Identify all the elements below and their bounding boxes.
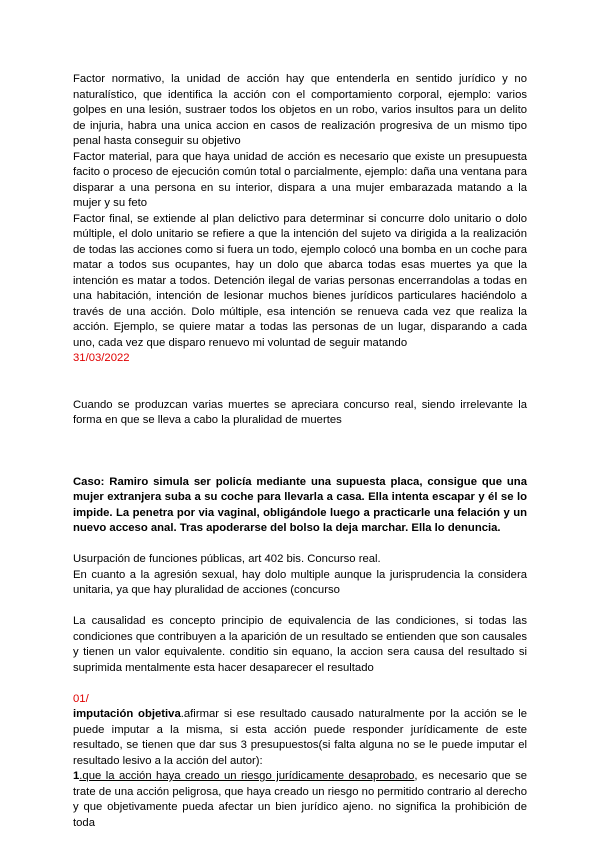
imputacion-text: .afirmar si ese resultado causado naturalmente por la acción se le puede imputar a la misma, si esta acción puede responder jurídicamente de este resultado, se tienen que dar sus 3 presupuestos(si falta alguna no se le puede imputar el resultado lesivo a la acción del autor): bbox=[73, 708, 527, 767]
paragraph-factor-normativo: Factor normativo, la unidad de acción hay que entenderla en sentido jurídico y no naturalístico, que identifica la acción con el comportamiento corporal, ejemplo: varios golpes en una lesión, sustraer todos los objetos en un robo, varios insultos para un delito de injuria, habra una unica accion en casos de realización progresiva de un mismo tipo penal hasta conseguir su objetivo bbox=[73, 73, 527, 147]
date-heading-1: 31/03/2022 bbox=[73, 352, 130, 364]
paragraph-usurpacion: Usurpación de funciones públicas, art 402 bis. Concurso real. bbox=[73, 553, 381, 565]
paragraph-imputacion-objetiva bbox=[73, 707, 527, 769]
item-number: 1 bbox=[73, 770, 80, 782]
paragraph-concurso-real: Cuando se produzcan varias muertes se apreciara concurso real, siendo irrelevante la forma en que se lleva a cabo la pluralidad de muertes bbox=[73, 398, 527, 426]
term-imputacion-objetiva: imputación objetiva bbox=[73, 708, 181, 720]
paragraph-agresion-sexual: En cuanto a la agresión sexual, hay dolo multiple aunque la jurisprudencia la considera unitaria, ya que hay pluralidad de acciones (concurso bbox=[73, 568, 527, 596]
paragraph-factor-final: Factor final, se extiende al plan delictivo para determinar si concurre dolo unitario o dolo múltiple, el dolo unitario se refiere a que la intención del sujeto va dirigida a la realización de todas las acciones como si fuera un todo, ejemplo colocó una bomba en un coche para matar a todos sus ocupantes, hay un dolo que abarca todas esas muertes ya que la intención es matar a todos. Detención ilegal de varias personas encerrandolas a todas en una habitación, intención de lesionar muchos bienes jurídicos particulares haciéndolo a través de una acción. Dolo múltiple, esa intención se renueva cada vez que realiza la acción. Ejemplo, se quiere matar a todas las personas de un lugar, disparando a cada uno, cada vez que disparo renuevo mi voluntad de seguir matando bbox=[73, 212, 527, 349]
underlined-heading: .que la acción haya creado un riesgo jurídicamente desaprobado bbox=[79, 770, 415, 782]
paragraph-causalidad: La causalidad es concepto principio de equivalencia de las condiciones, si todas las condiciones que contribuyen a la aparición de un resultado se entienden que son causales y tienen un valor equivalente. conditio sin equano, la accion sera causa del resultado si suprimida mentalmente esta hacer desaparecer el resultado bbox=[73, 615, 527, 674]
paragraph-presupuesto-1 bbox=[73, 769, 527, 831]
date-heading-2: 01/ bbox=[73, 692, 89, 705]
case-statement: Caso: Ramiro simula ser policía mediante una supuesta placa, consigue que una mujer extranjera suba a su coche para llevarla a casa. Ella intenta escapar y él se lo impide. La penetra por via vaginal, obligándole luego a practicarle una felación y un nuevo acceso anal. Tras apoderarse del bolso la deja marchar. Ella lo denuncia. bbox=[73, 475, 527, 534]
paragraph-factor-material: Factor material, para que haya unidad de acción es necesario que existe un presupuesta facito o proceso de ejecución común total o parcialmente, ejemplo: daña una ventana para disparar a una persona en su interior, dispara a una mujer embarazada matando a la mujer y su feto bbox=[73, 150, 527, 209]
presupuesto-text: , es necesario que se trate de una acción peligrosa, que haya creado un riesgo no permitido contrario al derecho y que objetivamente pueda afectar un bien jurídico ajeno. no significa la prohibición de toda bbox=[73, 770, 528, 829]
document-page bbox=[73, 72, 527, 831]
